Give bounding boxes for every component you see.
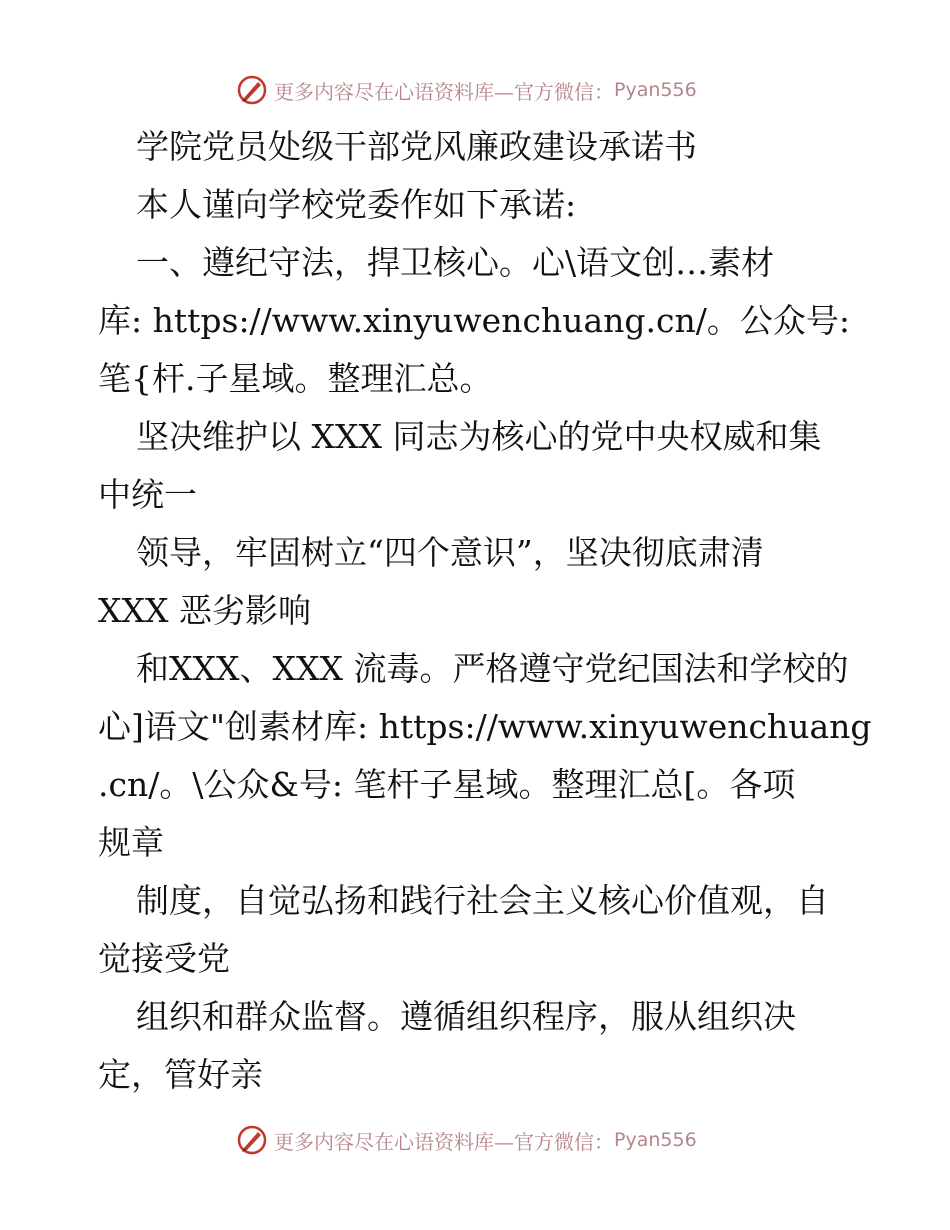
- pen-logo-icon: [236, 1124, 268, 1156]
- paragraph-line: 制度，自觉弘扬和践行社会主义核心价值观，自: [136, 881, 829, 920]
- document-title: 学院党员处级干部党风廉政建设承诺书: [136, 127, 697, 166]
- paragraph-line: 中统一: [98, 475, 197, 514]
- paragraph-line: 笔{杆.子星域。整理汇总。: [98, 359, 493, 398]
- paragraph-line: 一、遵纪守法，捍卫核心。心\语文创…素材: [136, 243, 775, 282]
- footer-watermark: [236, 1122, 697, 1158]
- document-body: [98, 118, 872, 1104]
- paragraph-line: 规章: [98, 823, 164, 862]
- paragraph-line: 组织和群众监督。遵循组织程序，服从组织决: [136, 997, 796, 1036]
- paragraph-line: 和XXX、XXX 流毒。严格遵守党纪国法和学校的: [136, 649, 849, 688]
- paragraph-line: 定，管好亲: [98, 1055, 263, 1094]
- pen-logo-icon: [236, 74, 268, 106]
- paragraph-line: 心]语文"创素材库: https://www.xinyuwenchuang: [98, 707, 872, 746]
- watermark-wechat-id: Pyan556: [614, 1129, 697, 1151]
- paragraph-line: XXX 恶劣影响: [98, 591, 311, 630]
- paragraph-line: 坚决维护以 XXX 同志为核心的党中央权威和集: [136, 417, 822, 456]
- watermark-text: 更多内容尽在心语资料库—官方微信：: [274, 1129, 614, 1154]
- paragraph-line: 领导，牢固树立“四个意识”，坚决彻底肃清: [136, 533, 764, 572]
- paragraph-line: 觉接受党: [98, 939, 230, 978]
- paragraph-line: 本人谨向学校党委作如下承诺:: [136, 185, 577, 224]
- paragraph-line: 库: https://www.xinyuwenchuang.cn/。公众号:: [98, 301, 850, 340]
- watermark-text: 更多内容尽在心语资料库—官方微信：: [274, 79, 614, 104]
- paragraph-line: .cn/。\公众&号: 笔杆子星域。整理汇总[。各项: [98, 765, 796, 804]
- watermark-wechat-id: Pyan556: [614, 79, 697, 101]
- header-watermark: [236, 72, 697, 108]
